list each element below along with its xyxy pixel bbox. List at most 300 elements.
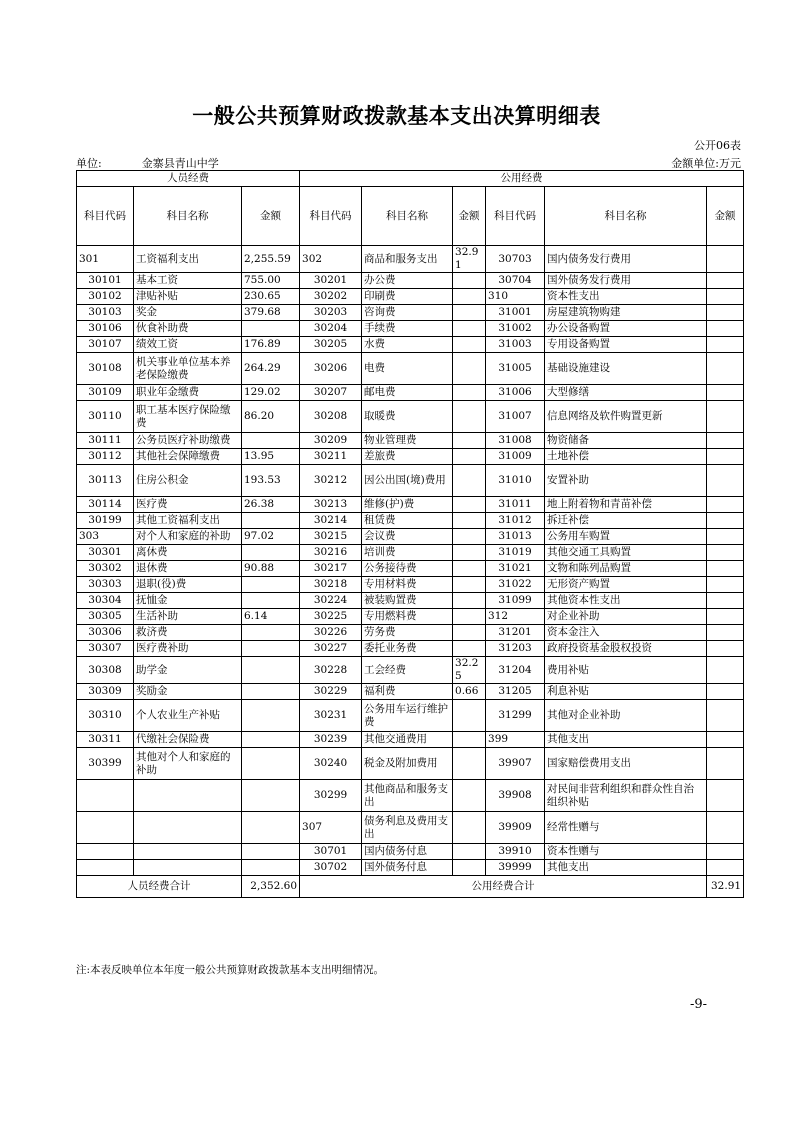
- cell-code: 310: [486, 289, 545, 305]
- cell-code: 39908: [486, 780, 545, 812]
- cell-amount: [242, 513, 300, 529]
- cell-name: 租赁费: [362, 513, 453, 529]
- cell-code: 31010: [486, 465, 545, 497]
- cell-code: 30112: [77, 449, 134, 465]
- cell-name: 经常性赠与: [545, 812, 707, 844]
- cell-code: 31201: [486, 625, 545, 641]
- cell-code: 30239: [300, 732, 362, 748]
- unit-value: 金寨县青山中学: [141, 157, 219, 170]
- section-public: 公用经费: [300, 171, 744, 187]
- cell-name: 绩效工资: [134, 337, 242, 353]
- cell-name: 职工基本医疗保险缴费: [134, 401, 242, 433]
- cell-code: 30227: [300, 641, 362, 657]
- cell-amount: [453, 289, 486, 305]
- cell-amount: 6.14: [242, 609, 300, 625]
- cell-name: 办公费: [362, 273, 453, 289]
- cell-name: 委托业务费: [362, 641, 453, 657]
- cell-code: 31005: [486, 353, 545, 385]
- cell-code: 30224: [300, 593, 362, 609]
- cell-amount: [707, 684, 744, 700]
- cell-code: [77, 780, 134, 812]
- footnote: 注:本表反映单位本年度一般公共预算财政拨款基本支出明细情况。: [76, 964, 385, 976]
- cell-name: 国内债务付息: [362, 844, 453, 860]
- col-header-name: 科目名称: [362, 187, 453, 246]
- cell-code: 31099: [486, 593, 545, 609]
- cell-amount: [453, 353, 486, 385]
- cell-code: 399: [486, 732, 545, 748]
- cell-code: 39909: [486, 812, 545, 844]
- personnel-total-label: 人员经费合计: [77, 876, 242, 898]
- cell-amount: [453, 732, 486, 748]
- cell-name: 电费: [362, 353, 453, 385]
- cell-code: 30103: [77, 305, 134, 321]
- cell-name: 政府投资基金股权投资: [545, 641, 707, 657]
- cell-amount: [453, 609, 486, 625]
- cell-amount: [453, 593, 486, 609]
- cell-code: [77, 860, 134, 876]
- cell-amount: [242, 748, 300, 780]
- cell-amount: [707, 577, 744, 593]
- cell-amount: [242, 657, 300, 684]
- cell-amount: 755.00: [242, 273, 300, 289]
- cell-name: 取暖费: [362, 401, 453, 433]
- cell-amount: [453, 321, 486, 337]
- table-row: [77, 529, 744, 545]
- cell-amount: [707, 780, 744, 812]
- cell-amount: 97.02: [242, 529, 300, 545]
- cell-amount: [707, 353, 744, 385]
- cell-code: 30308: [77, 657, 134, 684]
- col-header-name: 科目名称: [545, 187, 707, 246]
- cell-code: 30701: [300, 844, 362, 860]
- cell-name: 医疗费: [134, 497, 242, 513]
- cell-name: 安置补助: [545, 465, 707, 497]
- cell-code: 30107: [77, 337, 134, 353]
- cell-amount: [707, 561, 744, 577]
- cell-code: 30226: [300, 625, 362, 641]
- cell-amount: [242, 641, 300, 657]
- table-row: [77, 684, 744, 700]
- cell-code: 302: [300, 246, 362, 273]
- cell-amount: [453, 337, 486, 353]
- cell-amount: [453, 385, 486, 401]
- cell-code: 30101: [77, 273, 134, 289]
- cell-name: 无形资产购置: [545, 577, 707, 593]
- cell-code: 31009: [486, 449, 545, 465]
- cell-amount: [707, 401, 744, 433]
- table-row: [77, 609, 744, 625]
- cell-code: 30214: [300, 513, 362, 529]
- cell-code: 30216: [300, 545, 362, 561]
- cell-amount: [242, 625, 300, 641]
- cell-code: 31204: [486, 657, 545, 684]
- cell-amount: [707, 337, 744, 353]
- cell-code: 30303: [77, 577, 134, 593]
- cell-name: 基础设施建设: [545, 353, 707, 385]
- cell-code: 30110: [77, 401, 134, 433]
- cell-amount: [242, 545, 300, 561]
- cell-amount: [453, 401, 486, 433]
- cell-amount: [453, 748, 486, 780]
- table-row: [77, 385, 744, 401]
- cell-name: 其他交通工具购置: [545, 545, 707, 561]
- cell-amount: [707, 305, 744, 321]
- cell-name: 资本性赠与: [545, 844, 707, 860]
- cell-amount: [453, 812, 486, 844]
- unit-info: [76, 155, 219, 171]
- cell-code: 30229: [300, 684, 362, 700]
- cell-amount: [453, 529, 486, 545]
- cell-name: 公务员医疗补助缴费: [134, 433, 242, 449]
- table-row: [77, 641, 744, 657]
- cell-code: 30209: [300, 433, 362, 449]
- cell-code: 30299: [300, 780, 362, 812]
- cell-amount: [242, 812, 300, 844]
- cell-name: 因公出国(境)费用: [362, 465, 453, 497]
- cell-amount: [707, 748, 744, 780]
- cell-amount: [707, 529, 744, 545]
- cell-name: 印刷费: [362, 289, 453, 305]
- cell-name: 费用补贴: [545, 657, 707, 684]
- cell-amount: 26.38: [242, 497, 300, 513]
- cell-amount: [707, 433, 744, 449]
- cell-amount: [707, 449, 744, 465]
- cell-name: 劳务费: [362, 625, 453, 641]
- table-row: [77, 545, 744, 561]
- cell-amount: 32.91: [453, 246, 486, 273]
- cell-amount: [707, 273, 744, 289]
- cell-code: 30305: [77, 609, 134, 625]
- cell-code: 31013: [486, 529, 545, 545]
- cell-amount: [707, 497, 744, 513]
- table-row: [77, 289, 744, 305]
- cell-amount: 193.53: [242, 465, 300, 497]
- cell-code: 31205: [486, 684, 545, 700]
- cell-amount: 230.65: [242, 289, 300, 305]
- table-row: [77, 844, 744, 860]
- cell-name: 利息补贴: [545, 684, 707, 700]
- table-row: [77, 449, 744, 465]
- cell-code: 30106: [77, 321, 134, 337]
- cell-name: 其他资本性支出: [545, 593, 707, 609]
- cell-name: 退休费: [134, 561, 242, 577]
- cell-code: 30702: [300, 860, 362, 876]
- cell-code: 31203: [486, 641, 545, 657]
- table-row: [77, 401, 744, 433]
- cell-code: 30302: [77, 561, 134, 577]
- col-header-code: 科目代码: [300, 187, 362, 246]
- cell-amount: [453, 273, 486, 289]
- cell-amount: 264.29: [242, 353, 300, 385]
- cell-code: 30228: [300, 657, 362, 684]
- cell-name: 其他工资福利支出: [134, 513, 242, 529]
- cell-code: 30309: [77, 684, 134, 700]
- cell-code: 303: [77, 529, 134, 545]
- section-personnel: 人员经费: [77, 171, 300, 187]
- cell-amount: [453, 700, 486, 732]
- cell-code: 30704: [486, 273, 545, 289]
- cell-name: 国内债务发行费用: [545, 246, 707, 273]
- cell-name: 手续费: [362, 321, 453, 337]
- expenditure-table: [76, 170, 744, 898]
- personnel-total-value: 2,352.60: [242, 876, 300, 898]
- cell-code: 30203: [300, 305, 362, 321]
- cell-code: 30217: [300, 561, 362, 577]
- cell-amount: [242, 321, 300, 337]
- cell-amount: [453, 844, 486, 860]
- cell-code: 30113: [77, 465, 134, 497]
- cell-code: 39910: [486, 844, 545, 860]
- cell-name: 文物和陈列品购置: [545, 561, 707, 577]
- cell-name: 生活补助: [134, 609, 242, 625]
- cell-code: 39907: [486, 748, 545, 780]
- cell-name: 专用材料费: [362, 577, 453, 593]
- cell-amount: [707, 289, 744, 305]
- cell-code: 31008: [486, 433, 545, 449]
- cell-code: 30211: [300, 449, 362, 465]
- cell-amount: [707, 641, 744, 657]
- cell-code: 30304: [77, 593, 134, 609]
- cell-name: 国外债务发行费用: [545, 273, 707, 289]
- table-row: [77, 561, 744, 577]
- amount-unit: 金额单位:万元: [671, 157, 741, 170]
- section-header-row: [77, 171, 744, 187]
- cell-code: 30240: [300, 748, 362, 780]
- cell-code: 31019: [486, 545, 545, 561]
- cell-amount: 0.66: [453, 684, 486, 700]
- cell-name: 个人农业生产补贴: [134, 700, 242, 732]
- cell-name: 公务用车运行维护费: [362, 700, 453, 732]
- cell-amount: [707, 321, 744, 337]
- table-row: [77, 577, 744, 593]
- cell-code: 30307: [77, 641, 134, 657]
- cell-amount: [707, 844, 744, 860]
- cell-name: 奖金: [134, 305, 242, 321]
- cell-amount: [242, 577, 300, 593]
- cell-code: 39999: [486, 860, 545, 876]
- cell-amount: 32.25: [453, 657, 486, 684]
- cell-name: 住房公积金: [134, 465, 242, 497]
- cell-code: 30109: [77, 385, 134, 401]
- cell-amount: [453, 625, 486, 641]
- cell-code: 30202: [300, 289, 362, 305]
- cell-name: [134, 812, 242, 844]
- cell-name: 专用设备购置: [545, 337, 707, 353]
- table-row: [77, 513, 744, 529]
- cell-amount: [707, 609, 744, 625]
- cell-amount: 13.95: [242, 449, 300, 465]
- cell-name: 维修(护)费: [362, 497, 453, 513]
- cell-name: 培训费: [362, 545, 453, 561]
- cell-code: 301: [77, 246, 134, 273]
- cell-name: 被装购置费: [362, 593, 453, 609]
- cell-name: 退职(役)费: [134, 577, 242, 593]
- cell-amount: [453, 641, 486, 657]
- cell-name: 咨询费: [362, 305, 453, 321]
- cell-name: 其他支出: [545, 732, 707, 748]
- cell-amount: [707, 513, 744, 529]
- cell-code: 31011: [486, 497, 545, 513]
- form-number: 公开06表: [694, 139, 741, 152]
- table-row: [77, 657, 744, 684]
- table-row: [77, 273, 744, 289]
- table-row: [77, 732, 744, 748]
- cell-amount: 129.02: [242, 385, 300, 401]
- table-row: [77, 860, 744, 876]
- cell-code: 31022: [486, 577, 545, 593]
- cell-name: 地上附着物和青苗补偿: [545, 497, 707, 513]
- cell-amount: 176.89: [242, 337, 300, 353]
- cell-code: 30102: [77, 289, 134, 305]
- cell-code: 30310: [77, 700, 134, 732]
- cell-code: 30199: [77, 513, 134, 529]
- cell-name: 信息网络及软件购置更新: [545, 401, 707, 433]
- cell-name: 其他社会保障缴费: [134, 449, 242, 465]
- cell-name: 基本工资: [134, 273, 242, 289]
- cell-name: 税金及附加费用: [362, 748, 453, 780]
- cell-code: 31002: [486, 321, 545, 337]
- cell-amount: [242, 860, 300, 876]
- cell-amount: [453, 577, 486, 593]
- cell-amount: [242, 700, 300, 732]
- cell-amount: [707, 860, 744, 876]
- public-total-label: 公用经费合计: [300, 876, 707, 898]
- cell-code: 30215: [300, 529, 362, 545]
- table-row: [77, 337, 744, 353]
- cell-amount: [707, 625, 744, 641]
- cell-code: 31001: [486, 305, 545, 321]
- cell-name: 津贴补贴: [134, 289, 242, 305]
- cell-code: [77, 844, 134, 860]
- cell-name: 国外债务付息: [362, 860, 453, 876]
- cell-code: 30399: [77, 748, 134, 780]
- cell-amount: [453, 545, 486, 561]
- table-row: [77, 625, 744, 641]
- cell-name: [134, 860, 242, 876]
- cell-name: 对个人和家庭的补助: [134, 529, 242, 545]
- cell-name: 办公设备购置: [545, 321, 707, 337]
- col-header-code: 科目代码: [77, 187, 134, 246]
- cell-amount: [707, 593, 744, 609]
- cell-amount: [707, 465, 744, 497]
- cell-name: 公务接待费: [362, 561, 453, 577]
- cell-amount: [707, 732, 744, 748]
- cell-amount: [453, 860, 486, 876]
- cell-code: 30231: [300, 700, 362, 732]
- public-total-value: 32.91: [707, 876, 744, 898]
- cell-name: 资本性支出: [545, 289, 707, 305]
- cell-code: 30212: [300, 465, 362, 497]
- cell-name: 邮电费: [362, 385, 453, 401]
- cell-name: 公务用车购置: [545, 529, 707, 545]
- table-row: [77, 748, 744, 780]
- cell-amount: [242, 732, 300, 748]
- cell-amount: 2,255.59: [242, 246, 300, 273]
- column-header-row: [77, 187, 744, 246]
- cell-code: 30206: [300, 353, 362, 385]
- cell-name: 土地补偿: [545, 449, 707, 465]
- cell-amount: 90.88: [242, 561, 300, 577]
- cell-name: 其他对企业补助: [545, 700, 707, 732]
- col-header-amount: 金额: [707, 187, 744, 246]
- cell-name: [134, 780, 242, 812]
- cell-amount: [242, 593, 300, 609]
- cell-name: 债务利息及费用支出: [362, 812, 453, 844]
- cell-name: 离休费: [134, 545, 242, 561]
- table-row: [77, 812, 744, 844]
- cell-name: 抚恤金: [134, 593, 242, 609]
- cell-name: [134, 844, 242, 860]
- cell-amount: [453, 497, 486, 513]
- table-row: [77, 353, 744, 385]
- page-title: 一般公共预算财政拨款基本支出决算明细表: [192, 103, 601, 128]
- cell-amount: [242, 780, 300, 812]
- cell-code: 30311: [77, 732, 134, 748]
- table-row: [77, 497, 744, 513]
- table-row: [77, 433, 744, 449]
- cell-name: 其他对个人和家庭的补助: [134, 748, 242, 780]
- table-row: [77, 246, 744, 273]
- cell-code: 30201: [300, 273, 362, 289]
- cell-code: 312: [486, 609, 545, 625]
- cell-name: 大型修缮: [545, 385, 707, 401]
- cell-code: [77, 812, 134, 844]
- cell-amount: [453, 449, 486, 465]
- cell-code: 31021: [486, 561, 545, 577]
- cell-name: 其他商品和服务支出: [362, 780, 453, 812]
- cell-amount: 379.68: [242, 305, 300, 321]
- cell-amount: [707, 385, 744, 401]
- cell-name: 商品和服务支出: [362, 246, 453, 273]
- table-row: [77, 780, 744, 812]
- cell-amount: [453, 465, 486, 497]
- table-row: [77, 321, 744, 337]
- cell-name: 资本金注入: [545, 625, 707, 641]
- unit-row: [76, 155, 741, 169]
- cell-name: 救济费: [134, 625, 242, 641]
- cell-code: 30301: [77, 545, 134, 561]
- table-row: [77, 593, 744, 609]
- page-number: -9-: [689, 997, 707, 1012]
- cell-amount: [453, 513, 486, 529]
- unit-label: 单位:: [76, 157, 102, 170]
- cell-code: 30207: [300, 385, 362, 401]
- cell-name: 助学金: [134, 657, 242, 684]
- cell-amount: 86.20: [242, 401, 300, 433]
- cell-name: 代缴社会保险费: [134, 732, 242, 748]
- cell-name: 伙食补助费: [134, 321, 242, 337]
- cell-amount: [242, 844, 300, 860]
- cell-name: 福利费: [362, 684, 453, 700]
- cell-code: 30218: [300, 577, 362, 593]
- cell-amount: [453, 561, 486, 577]
- cell-name: 其他交通费用: [362, 732, 453, 748]
- cell-name: 物资储备: [545, 433, 707, 449]
- cell-amount: [242, 684, 300, 700]
- col-header-amount: 金额: [453, 187, 486, 246]
- cell-name: 职业年金缴费: [134, 385, 242, 401]
- cell-amount: [707, 545, 744, 561]
- cell-name: 专用燃料费: [362, 609, 453, 625]
- cell-name: 差旅费: [362, 449, 453, 465]
- totals-row: [77, 876, 744, 898]
- cell-code: 31299: [486, 700, 545, 732]
- cell-code: 31003: [486, 337, 545, 353]
- cell-code: 30208: [300, 401, 362, 433]
- cell-code: 30703: [486, 246, 545, 273]
- cell-name: 对企业补助: [545, 609, 707, 625]
- cell-name: 对民间非营利组织和群众性自治组织补贴: [545, 780, 707, 812]
